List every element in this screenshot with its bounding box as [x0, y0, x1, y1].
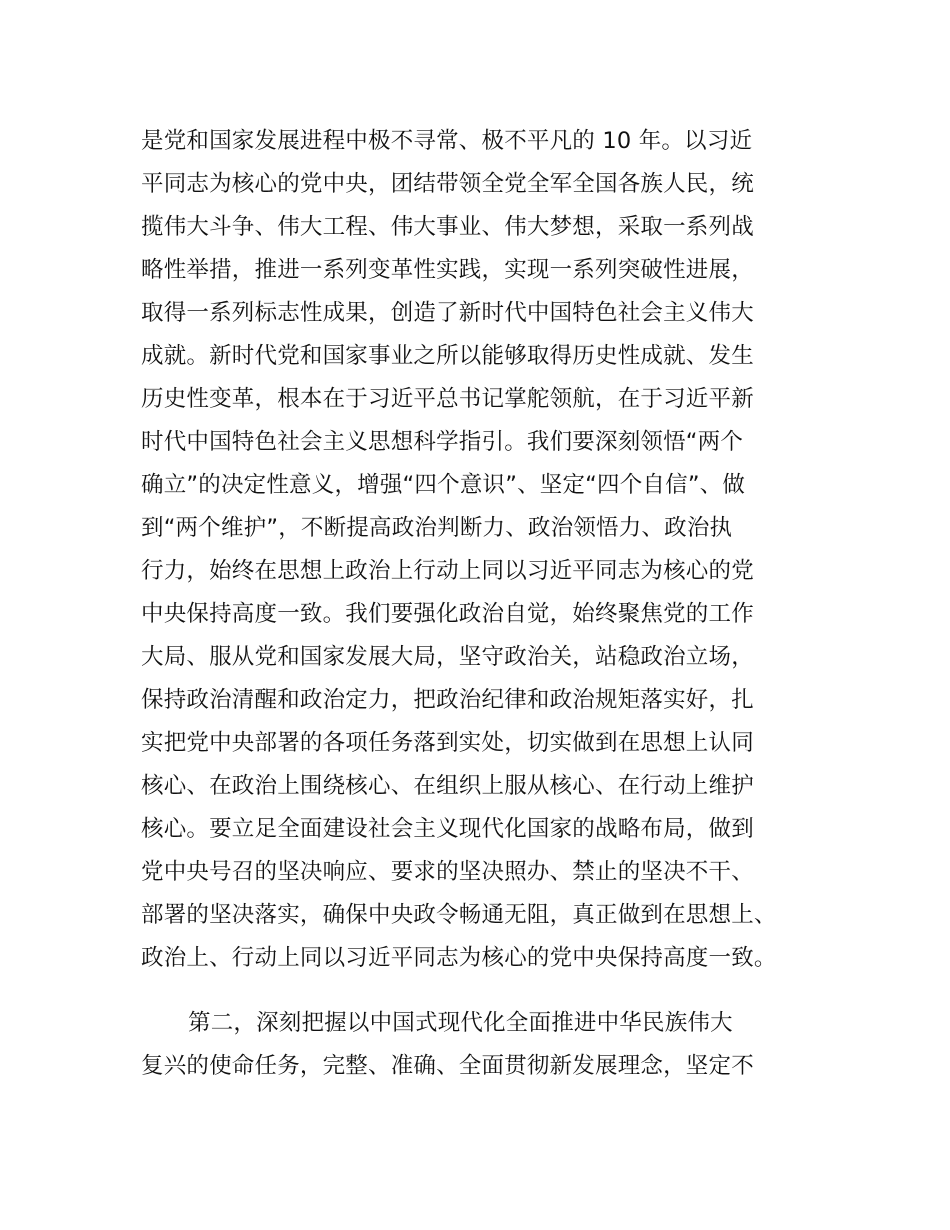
paragraph-1 [141, 120, 841, 980]
text-line: 核心、在政治上围绕核心、在组织上服从核心、在行动上维护 [141, 773, 754, 799]
text-line: 部署的坚决落实，确保中央政令畅通无阻，真正做到在思想上、 [141, 902, 777, 928]
text-line: 取得一系列标志性成果，创造了新时代中国特色社会主义伟大 [141, 300, 754, 326]
text-line: 保持政治清醒和政治定力，把政治纪律和政治规矩落实好，扎 [141, 687, 754, 713]
paragraph-2 [141, 1002, 841, 1088]
text-line: 略性举措，推进一系列变革性实践，实现一系列突破性进展， [141, 257, 754, 283]
text-line: 揽伟大斗争、伟大工程、伟大事业、伟大梦想，采取一系列战 [141, 214, 754, 240]
text-line: 实把党中央部署的各项任务落到实处，切实做到在思想上认同 [141, 730, 754, 756]
text-line: 第二，深刻把握以中国式现代化全面推进中华民族伟大 [188, 1010, 733, 1036]
text-line: 平同志为核心的党中央，团结带领全党全军全国各族人民，统 [141, 171, 754, 197]
text-line: 到“两个维护”，不断提高政治判断力、政治领悟力、政治执 [141, 515, 733, 541]
text-line: 大局、服从党和国家发展大局，坚守政治关，站稳政治立场， [141, 644, 754, 670]
text-line: 行力，始终在思想上政治上行动上同以习近平同志为核心的党 [141, 558, 754, 584]
text-line: 核心。要立足全面建设社会主义现代化国家的战略布局，做到 [141, 816, 754, 842]
text-line: 历史性变革，根本在于习近平总书记掌舵领航，在于习近平新 [141, 386, 754, 412]
text-line: 确立”的决定性意义，增强“四个意识”、坚定“四个自信”、做 [141, 472, 746, 498]
text-line: 是党和国家发展进程中极不寻常、极不平凡的 10 年。以习近 [141, 128, 753, 154]
text-line: 成就。新时代党和国家事业之所以能够取得历史性成就、发生 [141, 343, 754, 369]
text-line: 时代中国特色社会主义思想科学指引。我们要深刻领悟“两个 [141, 429, 744, 455]
text-line: 党中央号召的坚决响应、要求的坚决照办、禁止的坚决不干、 [141, 859, 754, 885]
text-line: 政治上、行动上同以习近平同志为核心的党中央保持高度一致。 [141, 945, 777, 971]
text-line: 复兴的使命任务，完整、准确、全面贯彻新发展理念，坚定不 [141, 1053, 754, 1079]
text-line: 中央保持高度一致。我们要强化政治自觉，始终聚焦党的工作 [141, 601, 754, 627]
